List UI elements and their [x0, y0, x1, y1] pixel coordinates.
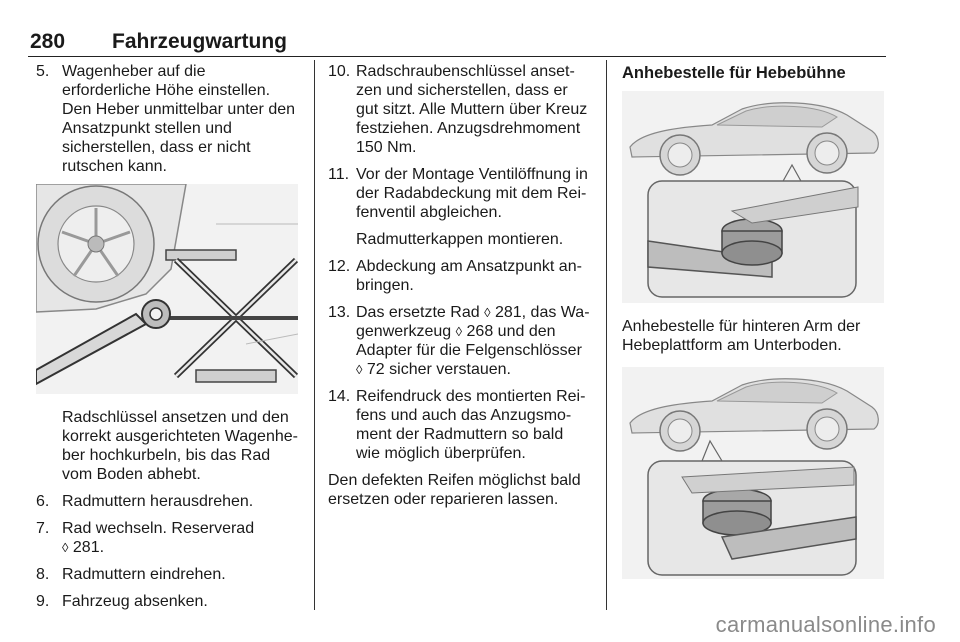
page-ref-icon: ◊ — [356, 362, 363, 377]
page-ref-icon: ◊ — [62, 540, 69, 555]
page-ref[interactable]: 281 — [494, 304, 522, 321]
column-middle — [328, 62, 590, 517]
step-14: 14. Reifendruck des montierten Reifens und auch das Anzugsmoment der Radmuttern so bald wie möglich überprüfen. — [328, 388, 586, 462]
column-right — [622, 62, 886, 579]
step-6: 6. Radmuttern herausdrehen. — [36, 493, 254, 510]
column-left — [36, 62, 298, 619]
step-7: 7. Rad wechseln. Reserverad ◊ 281. — [36, 520, 255, 556]
step-5: 5. Wagenheber auf die erforderliche Höhe einstellen. Den Heber unmittelbar unter den Ansatzpunkt stellen und sicherstellen, dass er nicht rutschen kann. — [36, 63, 296, 175]
page-ref[interactable]: 281. — [72, 539, 105, 556]
step-13: 13. Das ersetzte Rad ◊ 281, das Wagenwerkzeug ◊ 268 und den Adapter für die Felgenschlösser ◊ 72 sicher verstauen. — [328, 304, 590, 378]
page-ref[interactable]: 268 — [466, 323, 494, 340]
step-11-note: Radmutterkappen montieren. — [356, 231, 564, 248]
section-title: Anhebestelle für Hebebühne — [622, 64, 846, 82]
column-divider — [314, 60, 315, 610]
page-ref-icon: ◊ — [455, 324, 463, 339]
column-divider — [606, 60, 607, 610]
step-8: 8. Radmuttern eindrehen. — [36, 566, 226, 583]
step-12: 12. Abdeckung am Ansatzpunkt anbringen. — [328, 258, 582, 294]
lift-point-caption: Anhebestelle für hinteren Arm der Hebeplattform am Unterboden. — [622, 318, 861, 354]
watermark: carmanualsonline.info — [715, 612, 936, 637]
page-header — [28, 30, 886, 57]
closing-note: Den defekten Reifen möglichst bald ersetzen oder reparieren lassen. — [328, 472, 581, 508]
page-ref[interactable]: 72 — [366, 361, 385, 378]
lift-point-illustration-1 — [622, 91, 884, 303]
step-9: 9. Fahrzeug absenken. — [36, 593, 208, 610]
page-number: 280 — [30, 30, 66, 53]
jack-illustration — [36, 184, 298, 394]
jack-caption: Radschlüssel ansetzen und den korrekt ausgerichteten Wagenheber hochkurbeln, bis das Rad vom Boden abhebt. — [62, 409, 298, 483]
step-10: 10. Radschraubenschlüssel ansetzen und sicherstellen, dass er gut sitzt. Alle Muttern über Kreuz festziehen. Anzugsdrehmoment 150 Nm. — [328, 63, 588, 156]
chapter-title: Fahrzeugwartung — [112, 30, 288, 53]
step-11: 11. Vor der Montage Ventilöffnung in der Radabdeckung mit dem Reifenventil abgleichen. — [328, 166, 588, 221]
lift-point-illustration-2 — [622, 367, 884, 579]
page-ref-icon: ◊ — [484, 305, 491, 320]
